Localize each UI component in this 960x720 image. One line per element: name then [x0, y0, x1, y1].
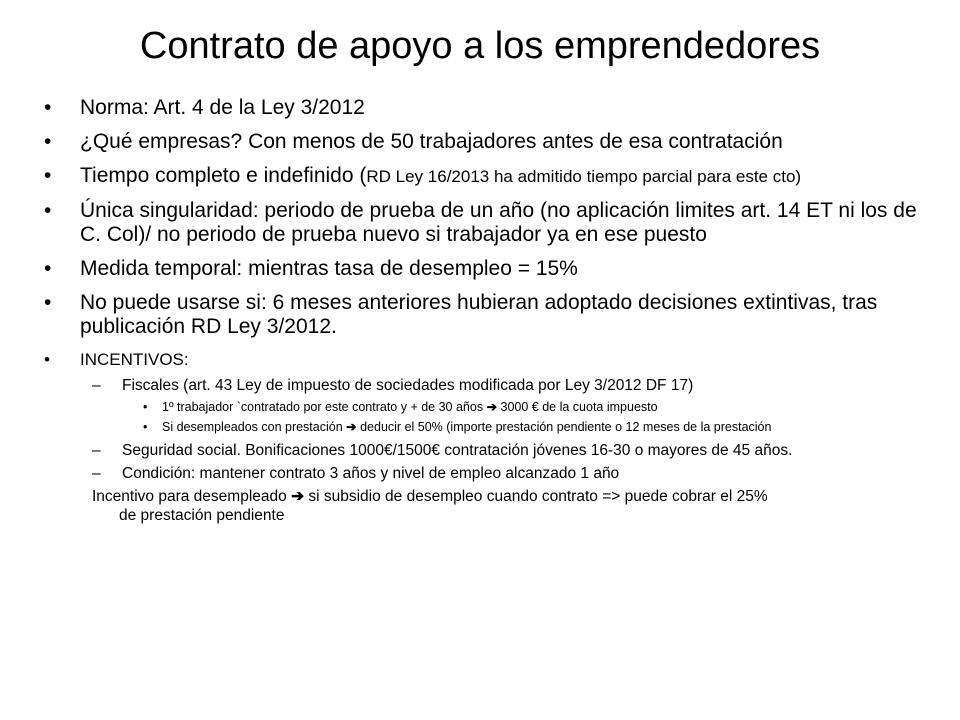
bullet-item: [0, 199, 920, 247]
bullet-marker: •: [44, 291, 52, 314]
bullet-item: [0, 257, 920, 281]
footer-note: [0, 487, 922, 525]
bullet-marker: •: [44, 257, 52, 280]
bullet-text: Medida temporal: mientras tasa de desempleo = 15%: [80, 257, 578, 280]
bullet-marker: •: [143, 420, 148, 434]
bullet-text: Norma: Art. 4 de la Ley 3/2012: [80, 96, 365, 119]
sub-sub-item: [0, 420, 902, 435]
bullet-text: No puede usarse si: 6 meses anteriores hubieran adoptado decisiones extintivas, tras publicación RD Ley 3/2012.: [80, 291, 878, 338]
right-arrow-icon: ➔: [291, 488, 305, 505]
right-arrow-icon: ➔: [486, 400, 498, 414]
bullet-text-small: RD Ley 16/2013 ha admitido tiempo parcial para este cto): [366, 167, 802, 186]
bullet-item: [0, 164, 920, 189]
bullet-marker: •: [44, 130, 52, 153]
bullet-text: INCENTIVOS:: [80, 350, 189, 369]
footer-text-line2: de prestación pendiente: [119, 507, 285, 524]
bullet-marker: •: [44, 350, 50, 369]
sub-sub-item-text: deducir el 50% (importe prestación pendiente o 12 meses de la prestación: [356, 420, 772, 434]
bullet-text: ¿Qué empresas? Con menos de 50 trabajadores antes de esa contratación: [80, 130, 783, 153]
dash-marker: –: [92, 377, 101, 394]
right-arrow-icon: ➔: [346, 420, 357, 434]
sub-sub-item: [0, 400, 902, 415]
sub-sub-item-text: 1º trabajador `contratado por este contrato y + de 30 años: [162, 400, 487, 414]
bullet-marker: •: [44, 199, 52, 222]
sub-item-text: Condición: mantener contrato 3 años y nivel de empleo alcanzado 1 año: [122, 465, 620, 482]
bullet-text: Única singularidad: periodo de prueba de un año (no aplicación limites art. 14 ET ni los de C. Col)/ no periodo de prueba nuevo si trabajador ya en ese puesto: [80, 199, 917, 246]
bullet-text: Tiempo completo e indefinido (: [80, 164, 367, 187]
slide-title: Contrato de apoyo a los emprendedores: [139, 25, 821, 67]
sub-item-seguridad: [0, 441, 942, 460]
bullet-item: [0, 291, 920, 339]
footer-text: si subsidio de desempleo cuando contrato => puede cobrar el 25%: [304, 488, 768, 505]
sub-sub-item-text: 3000 € de la cuota impuesto: [497, 400, 658, 414]
footer-text: Incentivo para desempleado: [92, 488, 292, 505]
slide-content: [0, 92, 960, 525]
sub-item-text: Seguridad social. Bonificaciones 1000€/1500€ contratación jóvenes 16-30 o mayores de 45 años.: [122, 442, 793, 459]
bullet-marker: •: [143, 400, 148, 414]
sub-item-fiscales: [0, 376, 942, 395]
bullet-item: [0, 130, 920, 154]
sub-item-condicion: [0, 464, 942, 483]
bullet-marker: •: [44, 96, 52, 119]
bullet-item: [0, 96, 920, 120]
sub-sub-item-text: Si desempleados con prestación: [162, 420, 347, 434]
sub-item-text: Fiscales (art. 43 Ley de impuesto de sociedades modificada por Ley 3/2012 DF 17): [122, 377, 694, 394]
bullet-marker: •: [44, 164, 52, 187]
bullet-item-incentivos: [0, 349, 920, 371]
dash-marker: –: [92, 465, 101, 482]
dash-marker: –: [92, 442, 101, 459]
